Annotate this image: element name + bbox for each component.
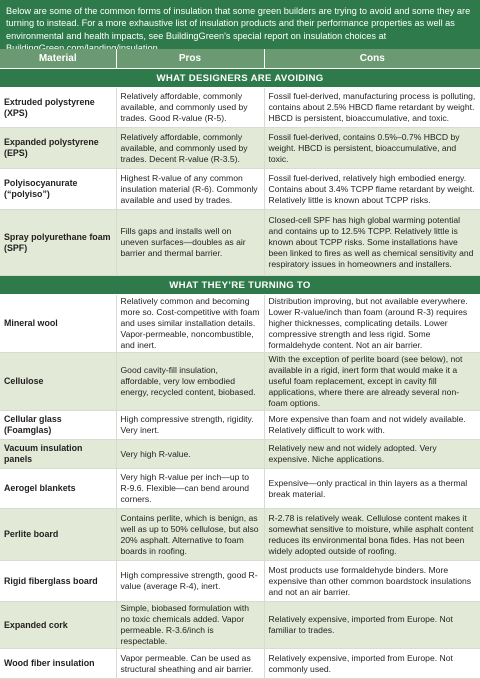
- column-header-pros: Pros: [116, 49, 264, 69]
- cons-cell: Distribution improving, but not available everywhere. Lower R-value/inch than foam (around R-3) requires higher thicknesses, complicating details. Lower compressive strength and less rigid. Some formaldehyde content. Not an air barrier.: [264, 295, 480, 353]
- material-name: Expanded polystyrene (EPS): [0, 128, 116, 169]
- material-name: Aerogel blankets: [0, 469, 116, 509]
- cons-cell: Fossil fuel-derived, manufacturing process is polluting, contains about 2.5% HBCD flame retardant by weight. HBCD is persistent, bioaccumulative, and toxic.: [264, 88, 480, 128]
- pros-cell: Very high R-value per inch—up to R-9.6. Flexible—can bend around corners.: [116, 469, 264, 509]
- table-row: [0, 128, 480, 169]
- pros-cell: Good cavity-fill insulation, affordable, very low embodied energy, recycled content, biobased.: [116, 353, 264, 411]
- table-row: [0, 440, 480, 469]
- material-name: Polyisocyanurate (“polyiso”): [0, 169, 116, 210]
- column-header-row: [0, 49, 480, 69]
- pros-cell: Relatively common and becoming more so. Cost-competitive with foam and uses similar installation details. Vapor-permeable, noncombustible, and inert.: [116, 295, 264, 353]
- cons-cell: Relatively new and not widely adopted. Very expensive. Niche applications.: [264, 440, 480, 469]
- material-name: Spray polyurethane foam (SPF): [0, 210, 116, 276]
- intro-text: Below are some of the common forms of insulation that some green builders are trying to avoid and some they are turning to instead. For a more exhaustive list of insulation products and their performance properties as well as environmental and health impacts, see BuildingGreen's special report on insulation choices at: [0, 0, 480, 49]
- cons-cell: Fossil fuel-derived, contains 0.5%–0.7% HBCD by weight. HBCD is persistent, bioaccumulative, and toxic.: [264, 128, 480, 169]
- table-row: [0, 561, 480, 602]
- cons-cell: Most products use formaldehyde binders. More expensive than other common boardstock insulations and not an air barrier.: [264, 561, 480, 602]
- column-header-cons: Cons: [264, 49, 480, 69]
- cons-cell: R-2.78 is relatively weak. Cellulose content makes it somewhat sensitive to moisture, while asphalt content reduces its environmental bona fides. Has not been widely adopted outside of roofing.: [264, 509, 480, 561]
- cons-cell: Closed-cell SPF has high global warming potential and contains up to 12.5% TCPP. Relatively little is known about TCPP risks. Some installations have been linked to fires as well as chemical sensitivity and respiratory issues in homeowners and installers.: [264, 210, 480, 276]
- pros-cell: Relatively affordable, commonly available, and commonly used by trades. Good R-value (R-5).: [116, 88, 264, 128]
- pros-cell: Very high R-value.: [116, 440, 264, 469]
- pros-cell: Highest R-value of any common insulation material (R-6). Commonly available and used by trades.: [116, 169, 264, 210]
- material-name: Wood fiber insulation: [0, 649, 116, 679]
- table-row: [0, 411, 480, 440]
- material-name: Expanded cork: [0, 602, 116, 649]
- cons-cell: More expensive than foam and not widely available. Relatively difficult to work with.: [264, 411, 480, 440]
- pros-cell: High compressive strength, rigidity. Very inert.: [116, 411, 264, 440]
- pros-cell: High compressive strength, good R-value (average R-4), inert.: [116, 561, 264, 602]
- table-row: [0, 295, 480, 353]
- section-header-turning-to: WHAT THEY’RE TURNING TO: [0, 276, 480, 295]
- column-header-material: Material: [0, 49, 116, 69]
- material-name: Vacuum insulation panels: [0, 440, 116, 469]
- table-row: [0, 210, 480, 276]
- table-row: [0, 649, 480, 679]
- pros-cell: Vapor permeable. Can be used as structural sheathing and air barrier.: [116, 649, 264, 679]
- table-row: [0, 509, 480, 561]
- table-row: [0, 602, 480, 649]
- material-name: Extruded polystyrene (XPS): [0, 88, 116, 128]
- cons-cell: Relatively expensive, imported from Europe. Not commonly used.: [264, 649, 480, 679]
- pros-cell: Simple, biobased formulation with no toxic chemicals added. Vapor permeable. R-3.6/inch is respectable.: [116, 602, 264, 649]
- table-row: [0, 169, 480, 210]
- cons-cell: Fossil fuel-derived, relatively high embodied energy. Contains about 3.4% TCPP flame retardant by weight. Relatively little is known about TCPP risks.: [264, 169, 480, 210]
- material-name: Perlite board: [0, 509, 116, 561]
- table-row: [0, 353, 480, 411]
- pros-cell: Contains perlite, which is benign, as well as up to 50% cellulose, but also 20% asphalt. Alternative to foam boards in roofing.: [116, 509, 264, 561]
- pros-cell: Relatively affordable, commonly available, and commonly used by trades. Decent R-value (R-3.5).: [116, 128, 264, 169]
- table-row: [0, 88, 480, 128]
- cons-cell: Expensive—only practical in thin layers as a thermal break material.: [264, 469, 480, 509]
- pros-cell: Fills gaps and installs well on uneven surfaces—doubles as air barrier and thermal barrier.: [116, 210, 264, 276]
- cons-cell: With the exception of perlite board (see below), not available in a rigid, inert form that would make it a useful foam replacement, except in cavity fill applications, where there are already several non-foam options.: [264, 353, 480, 411]
- table-row: [0, 469, 480, 509]
- material-name: Cellular glass (Foamglas): [0, 411, 116, 440]
- section-header-avoiding: WHAT DESIGNERS ARE AVOIDING: [0, 69, 480, 88]
- insulation-table: [0, 49, 480, 679]
- cons-cell: Relatively expensive, imported from Europe. Not familiar to trades.: [264, 602, 480, 649]
- material-name: Mineral wool: [0, 295, 116, 353]
- material-name: Cellulose: [0, 353, 116, 411]
- material-name: Rigid fiberglass board: [0, 561, 116, 602]
